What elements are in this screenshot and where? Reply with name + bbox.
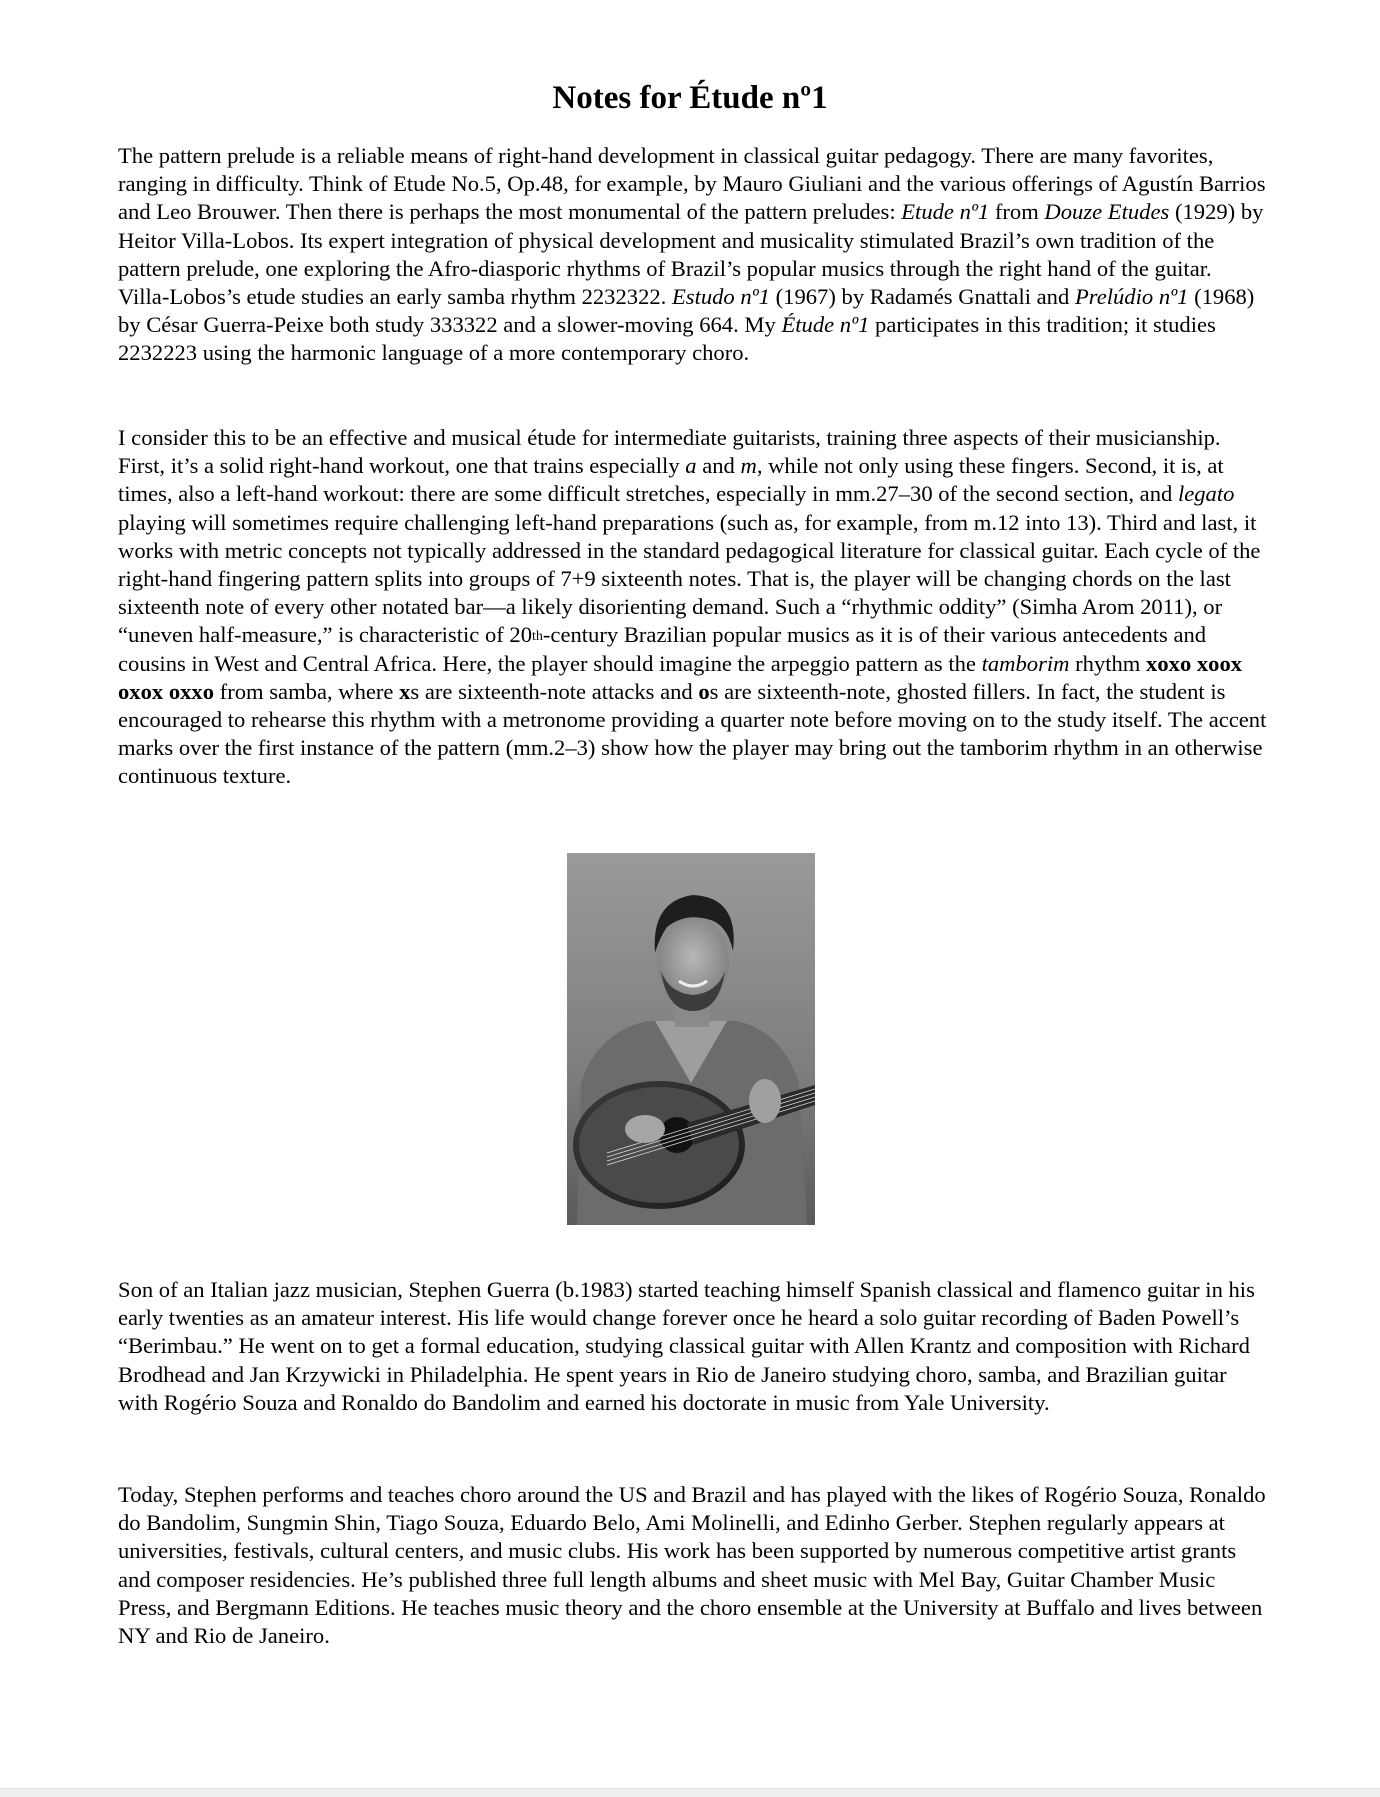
paragraph-biography: Son of an Italian jazz musician, Stephen Guerra (b.1983) started teaching himself Spanish classical and flamenco guitar in his early twenties as an amateur interest. His life would change forever once he heard a solo guitar recording of Baden Powell’s “Berimbau.” He went on to get a formal education, studying classical guitar with Allen Krantz and composition with Richard Brodhead and Jan Krzywicki in Philadelphia. He spent years in Rio de Janeiro studying choro, samba, and Brazilian guitar with Rogério Souza and Ronaldo do Bandolim and earned his doctorate in music from Yale University. [118, 1277, 1255, 1415]
guitarist-photo-illustration [567, 853, 815, 1225]
italic-title-preludio: Prelúdio nº1 [1074, 284, 1189, 310]
italic-tamborim: tamborim [981, 650, 1070, 676]
bold-o: o [698, 678, 710, 704]
italic-title-douze-etudes: Douze Etudes [1044, 199, 1170, 225]
text-run: playing will sometimes require challenging left-hand preparations (such as, for example, from m.12 into 13). Third and last, it works with metric concepts not typically addressed in the standard pedagogical literature for classical guitar. Each cycle of the right-hand fingering pattern splits into groups of 7+9 sixteenth notes. That is, the player will be changing chords on the last sixteenth note of every other notated bar—a likely disorienting demand. Such a “rhythmic oddity” (Simha Arom 2011), or “uneven half-measure,” is characteristic of 20 [118, 509, 1261, 648]
text-run: (1929) by Heitor Villa-Lobos. Its expert integration of physical development and musicality stimulated Brazil’s own tradition of the pattern prelude, one exploring the Afro-diasporic rhythms of Brazil’s popular musics through the right hand of the guitar. Villa-Lobos’s etude studies an early samba rhythm 2232322. [118, 199, 1264, 310]
paragraph-intermediate-etude [118, 424, 1268, 791]
text-run: (1968) by César Guerra-Peixe both study 333322 and a slower-moving 664. My [118, 284, 1255, 338]
text-run: and [696, 453, 741, 479]
paragraph-career: Today, Stephen performs and teaches choro around the US and Brazil and has played with the likes of Rogério Souza, Ronaldo do Bandolim, Sungmin Shin, Tiago Souza, Eduardo Belo, Ami Molinelli, and Edinho Gerber. Stephen regularly appears at universities, festivals, cultural centers, and music clubs. His work has been supported by numerous competitive artist grants and composer residencies. He’s published three full length albums and sheet music with Mel Bay, Guitar Chamber Music Press, and Bergmann Editions. He teaches music theory and the choro ensemble at the University at Buffalo and lives between NY and Rio de Janeiro. [118, 1482, 1266, 1649]
text-run: s are sixteenth-note attacks and [410, 678, 699, 704]
text-run: I consider this to be an effective and musical étude for intermediate guitarists, training three aspects of their musicianship. First, it’s a solid right-hand workout, one that trains especially [118, 425, 1221, 479]
text-run: rhythm [1069, 650, 1147, 676]
italic-title-etude: Etude nº1 [901, 199, 990, 225]
italic-legato: legato [1177, 481, 1235, 507]
page-title: Notes for Étude nº1 [552, 80, 828, 116]
bold-x: x [399, 678, 411, 704]
text-run: from samba, where [214, 678, 400, 704]
italic-title-my-etude: Étude nº1 [781, 312, 870, 338]
text-run: The pattern prelude is a reliable means of right-hand development in classical guitar pedagogy. There are many favorites, ranging in difficulty. Think of Etude No.5, Op.48, for example, by Mauro Giuliani and the various offerings of Agustín Barrios and Leo Brouwer. Then there is perhaps the most monumental of the pattern preludes: [118, 143, 1266, 225]
text-run: , while not only using these fingers. Second, it is, at times, also a left-hand workout: there are some difficult stretches, especially in mm.27–30 of the second section, and [118, 453, 1224, 507]
text-run: s are sixteenth-note, ghosted fillers. In fact, the student is encouraged to rehearse this rhythm with a metronome providing a quarter note before moving on to the study itself. The accent marks over the first instance of the pattern (mm.2–3) show how the player may bring out the tamborim rhythm in an otherwise continuous texture. [118, 678, 1267, 789]
bold-rhythm-pattern: xoxo xoox oxox oxxo [118, 650, 1243, 704]
guitarist-photo [567, 853, 815, 1225]
text-run: (1967) by Radamés Gnattali and [769, 284, 1075, 310]
text-run: participates in this tradition; it studies 2232223 using the harmonic language of a more contemporary choro. [118, 312, 1216, 366]
italic-finger-a: a [685, 453, 697, 479]
paragraph-pattern-prelude [118, 142, 1268, 368]
italic-title-estudo: Estudo nº1 [671, 284, 770, 310]
superscript-th: th [532, 629, 543, 645]
italic-finger-m: m [740, 453, 757, 479]
text-run: -century Brazilian popular musics as it is of their various antecedents and cousins in West and Central Africa. Here, the player should imagine the arpeggio pattern as the [118, 622, 1207, 676]
text-run: from [989, 199, 1045, 225]
